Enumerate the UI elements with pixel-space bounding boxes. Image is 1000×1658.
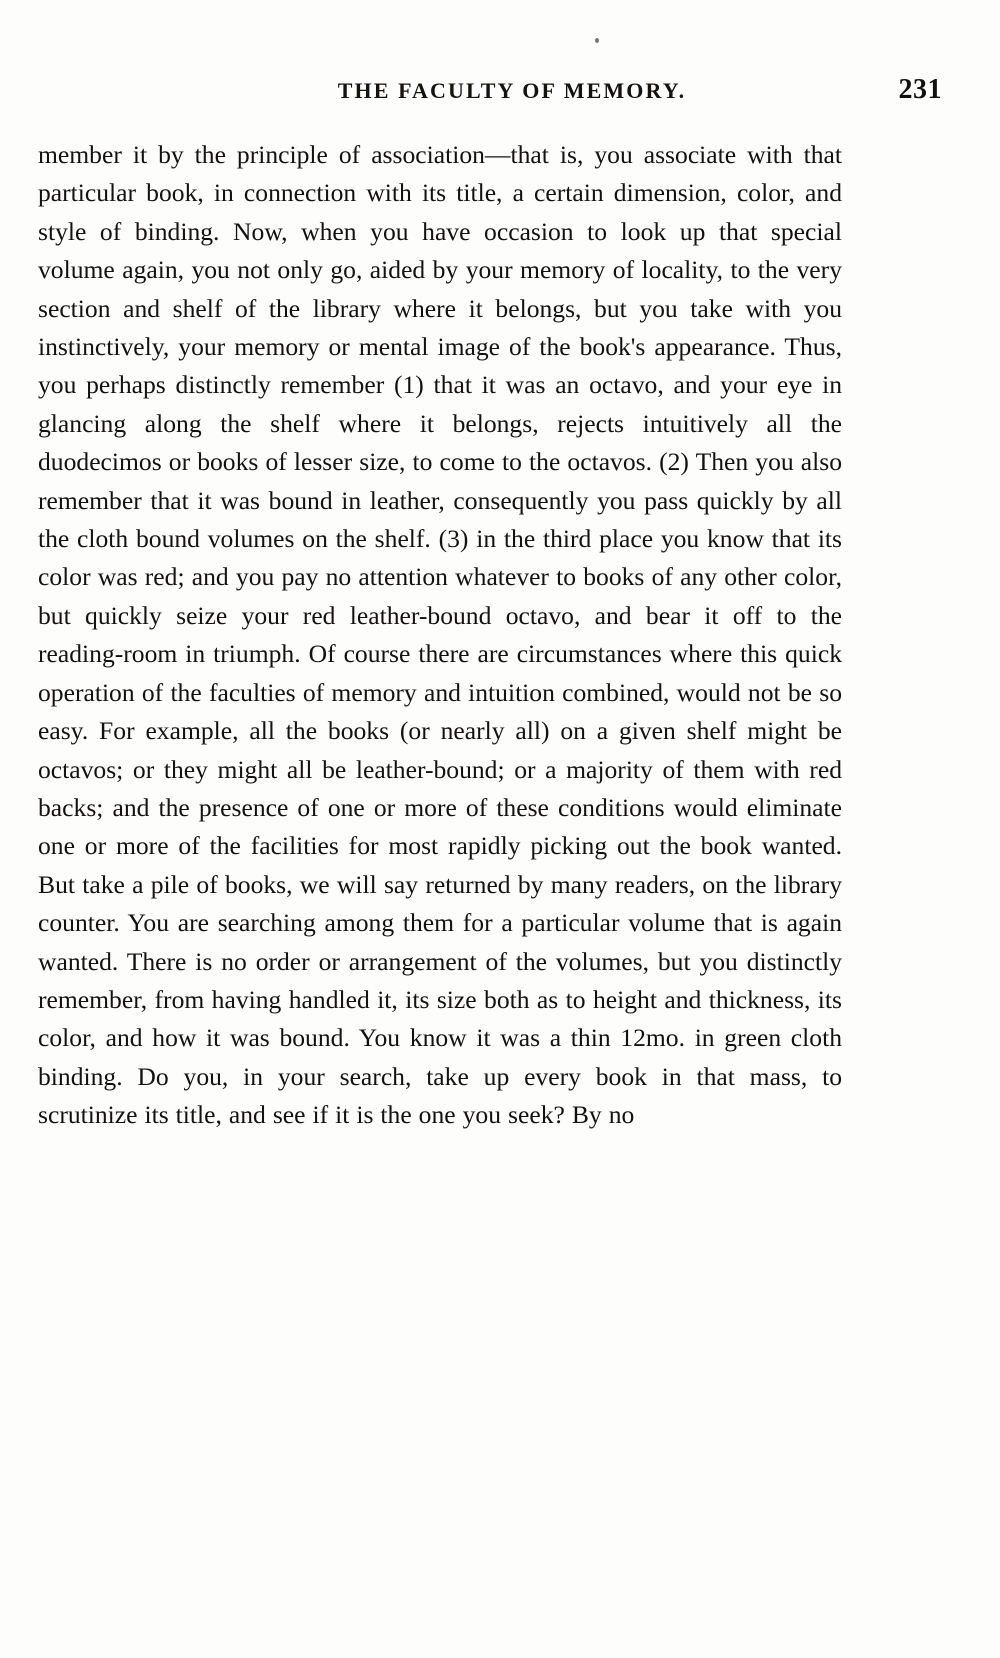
running-head-title: THE FACULTY OF MEMORY. bbox=[337, 78, 687, 103]
body-paragraph: member it by the principle of association—that is, you associate with that particular book, in connection with its title, a certain dimension, color, and style of binding. Now, when you have occasion to look up that special volume again, you not only go, aided by your memory of locality, to the very section and shelf of the library where it belongs, but you take with you instinctively, your memory or mental image of the book's appearance. Thus, you perhaps distinctly remember (1) that it was an octavo, and your eye in glancing along the shelf where it belongs, rejects intuitively all the duodecimos or books of lesser size, to come to the octavos. (2) Then you also remember that it was bound in leather, consequently you pass quickly by all the cloth bound volumes on the shelf. (3) in the third place you know that its color was red; and you pay no attention whatever to books of any other color, but quickly seize your red leather-bound octavo, and bear it off to the reading-room in triumph. Of course there are circumstances where this quick operation of the faculties of memory and intuition combined, would not be so easy. For example, all the books (or nearly all) on a given shelf might be octavos; or they might all be leather-bound; or a majority of them with red backs; and the presence of one or more of these conditions would eliminate one or more of the facilities for most rapidly picking out the book wanted. But take a pile of books, we will say returned by many readers, on the library counter. You are searching among them for a particular volume that is again wanted. There is no order or arrangement of the volumes, but you distinctly remember, from having handled it, its size both as to height and thickness, its color, and how it was bound. You know it was a thin 12mo. in green cloth binding. Do you, in your search, take up every book in that mass, to scrutinize its title, and see if it is the one you seek? By no bbox=[38, 140, 842, 1130]
page-number: 231 bbox=[898, 74, 942, 105]
page-speck-artifact bbox=[595, 38, 599, 43]
page-body-text bbox=[38, 136, 842, 1135]
running-head bbox=[0, 74, 1000, 112]
